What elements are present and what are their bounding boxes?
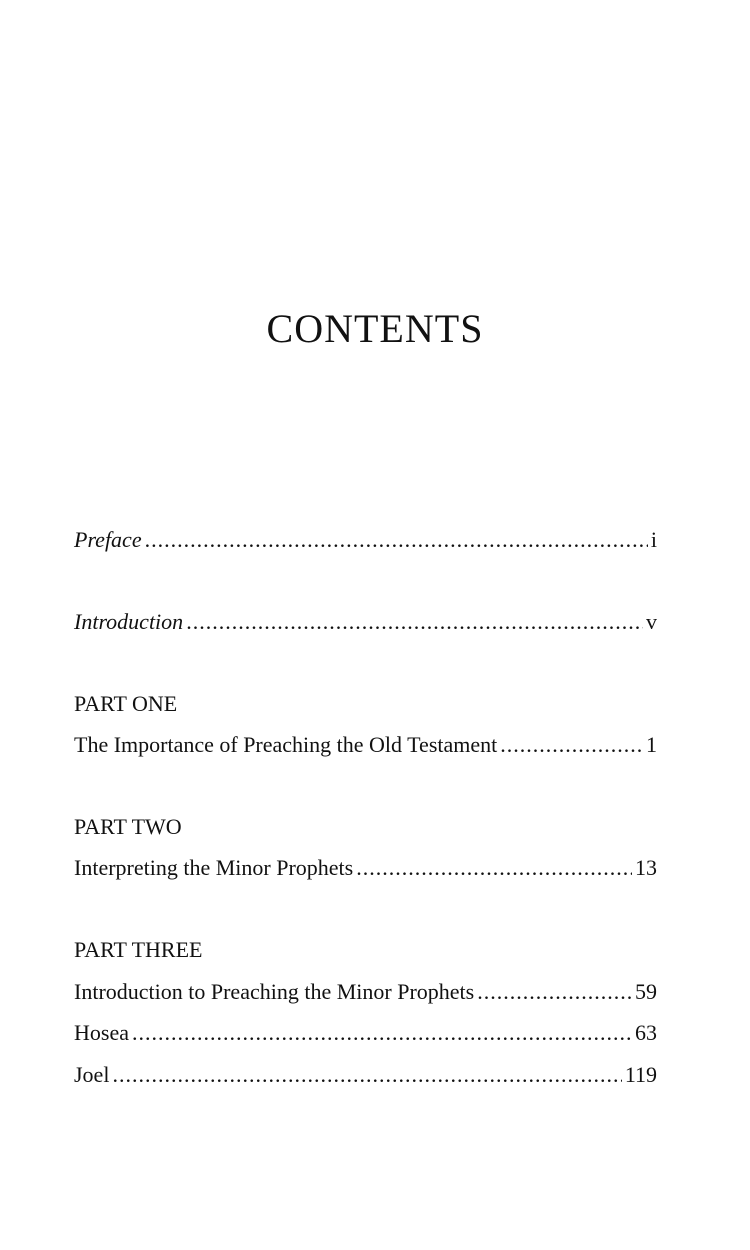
dot-leader bbox=[132, 1018, 632, 1048]
toc-page-number: 1 bbox=[646, 732, 657, 757]
toc-page-number: 59 bbox=[635, 979, 657, 1004]
toc-entry-joel[interactable] bbox=[74, 1060, 657, 1090]
toc-entry-interpreting-minor-prophets[interactable] bbox=[74, 853, 657, 883]
toc-entry-label: Preface bbox=[74, 527, 142, 552]
toc-entry-label: Introduction bbox=[74, 609, 184, 634]
page-title: CONTENTS bbox=[266, 306, 484, 351]
dot-leader bbox=[186, 607, 643, 637]
toc-entry-label: The Importance of Preaching the Old Testament bbox=[74, 732, 498, 757]
toc-entry-importance-of-preaching[interactable] bbox=[74, 730, 657, 760]
dot-leader bbox=[145, 525, 648, 555]
dot-leader bbox=[477, 977, 632, 1007]
dot-leader bbox=[500, 730, 643, 760]
toc-entry-label: Hosea bbox=[74, 1020, 129, 1045]
toc-entry-introduction[interactable] bbox=[74, 607, 657, 637]
toc-page-number: i bbox=[650, 527, 657, 552]
part-heading-one: PART ONE bbox=[74, 691, 178, 716]
dot-leader bbox=[112, 1060, 621, 1090]
toc-entry-label: Interpreting the Minor Prophets bbox=[74, 855, 354, 880]
dot-leader bbox=[356, 853, 632, 883]
toc-page-number: 13 bbox=[635, 855, 657, 880]
toc-page-number: 119 bbox=[624, 1062, 657, 1087]
part-heading-three: PART THREE bbox=[74, 937, 203, 962]
toc-page-number: 63 bbox=[635, 1020, 657, 1045]
toc-entry-intro-preaching-minor-prophets[interactable] bbox=[74, 977, 657, 1007]
part-heading-two: PART TWO bbox=[74, 814, 182, 839]
toc-entry-preface[interactable] bbox=[74, 525, 657, 555]
toc-entry-label: Joel bbox=[74, 1062, 110, 1087]
toc-page-number: v bbox=[646, 609, 657, 634]
toc-entry-hosea[interactable] bbox=[74, 1018, 657, 1048]
toc-entry-label: Introduction to Preaching the Minor Prophets bbox=[74, 979, 475, 1004]
